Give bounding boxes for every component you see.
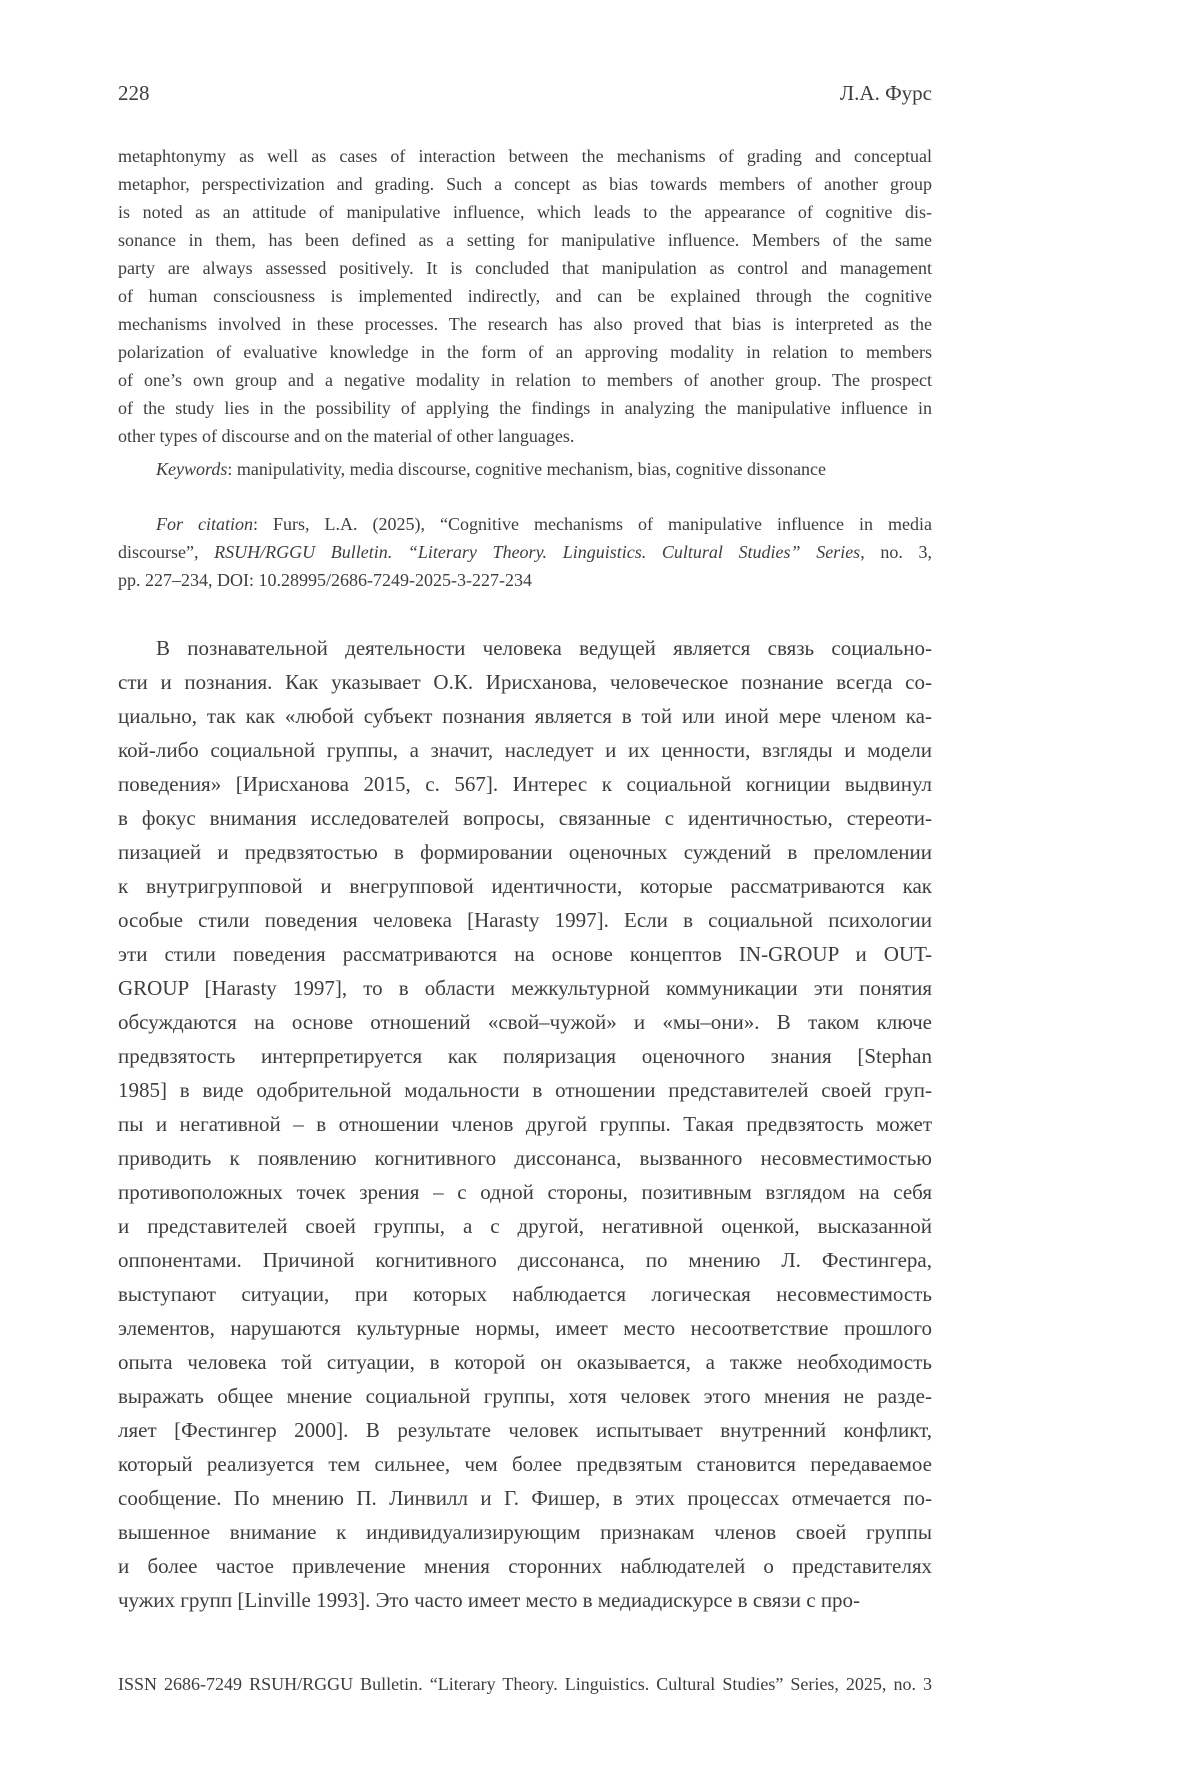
text-line bbox=[118, 538, 932, 566]
citation-paragraph bbox=[118, 510, 932, 594]
text-line: приводить к появлению когнитивного диссонанса, вызванного несовместимостью bbox=[118, 1146, 932, 1170]
text-line: сообщение. По мнению П. Линвилл и Г. Фишер, в этих процессах отмечается по- bbox=[118, 1486, 932, 1510]
text-line: GROUP [Harasty 1997], то в области межкультурной коммуникации эти понятия bbox=[118, 976, 932, 1000]
text-segment: discourse”, bbox=[118, 542, 215, 562]
text-line: В познавательной деятельности человека ведущей является связь социально- bbox=[156, 636, 932, 660]
text-line: циально, так как «любой субъект познания является в той или иной мере членом ка- bbox=[118, 704, 932, 728]
citation-section bbox=[118, 510, 932, 594]
text-line: of the study lies in the possibility of applying the findings in analyzing the manipulative influence in bbox=[118, 398, 932, 418]
text-line: пизацией и предвзятостью в формировании оценочных суждений в преломлении bbox=[118, 840, 932, 864]
text-line: выражать общее мнение социальной группы, хотя человек этого мнения не разде- bbox=[118, 1384, 932, 1408]
text-line: party are always assessed positively. It is concluded that manipulation as control and management bbox=[118, 258, 932, 278]
keywords-line bbox=[118, 455, 932, 483]
text-line: вышенное внимание к индивидуализирующим признакам членов своей группы bbox=[118, 1520, 932, 1544]
text-line: элементов, нарушаются культурные нормы, имеет место несоответствие прошлого bbox=[118, 1316, 932, 1340]
text-line: поведения» [Ирисханова 2015, с. 567]. Интерес к социальной когниции выдвинул bbox=[118, 772, 932, 796]
text-line: metaphor, perspectivization and grading. Such a concept as bias towards members of another group bbox=[118, 174, 932, 194]
text-line: кой-либо социальной группы, а значит, наследует и их ценности, взгляды и модели bbox=[118, 738, 932, 762]
text-line: metaphtonymy as well as cases of interaction between the mechanisms of grading and conceptual bbox=[118, 146, 932, 166]
text-line: mechanisms involved in these processes. The research has also proved that bias is interpreted as the bbox=[118, 314, 932, 334]
text-segment: , no. 3, bbox=[860, 542, 932, 562]
text-line: polarization of evaluative knowledge in the form of an approving modality in relation to members bbox=[118, 342, 932, 362]
text-line: и представителей своей группы, а с другой, негативной оценкой, высказанной bbox=[118, 1214, 932, 1238]
italic-text-segment: Keywords bbox=[156, 459, 228, 479]
text-line: pp. 227–234, DOI: 10.28995/2686-7249-2025-3-227-234 bbox=[118, 570, 532, 590]
text-line: противоположных точек зрения – с одной стороны, позитивным взглядом на себя bbox=[118, 1180, 932, 1204]
text-line: который реализуется тем сильнее, чем более предвзятым становится передаваемое bbox=[118, 1452, 932, 1476]
text-line: оппонентами. Причиной когнитивного диссонанса, по мнению Л. Фестингера, bbox=[118, 1248, 932, 1272]
text-line: is noted as an attitude of manipulative influence, which leads to the appearance of cognitive dis- bbox=[118, 202, 932, 222]
text-line: обсуждаются на основе отношений «свой–чужой» и «мы–они». В таком ключе bbox=[118, 1010, 932, 1034]
italic-text-segment: For citation bbox=[156, 514, 254, 534]
text-line: в фокус внимания исследователей вопросы, связанные с идентичностью, стереоти- bbox=[118, 806, 932, 830]
page-number: 228 bbox=[118, 81, 150, 105]
text-line: чужих групп [Linville 1993]. Это часто имеет место в медиадискурсе в связи с про- bbox=[118, 1588, 861, 1612]
page-footer bbox=[118, 1672, 932, 1696]
text-line: предвзятость интерпретируется как поляризация оценочного знания [Stephan bbox=[118, 1044, 932, 1068]
text-line: of human consciousness is implemented indirectly, and can be explained through the cognitive bbox=[118, 286, 932, 306]
text-line: sonance in them, has been defined as a setting for manipulative influence. Members of the same bbox=[118, 230, 932, 250]
page-header bbox=[118, 80, 932, 106]
text-line: пы и негативной – в отношении членов другой группы. Такая предвзятость может bbox=[118, 1112, 932, 1136]
footer-issn-line: ISSN 2686-7249 RSUH/RGGU Bulletin. “Literary Theory. Linguistics. Cultural Studies” Series, 2025, no. 3 bbox=[118, 1674, 932, 1694]
text-segment: : manipulativity, media discourse, cognitive mechanism, bias, cognitive dissonance bbox=[227, 459, 827, 479]
running-head-author: Л.А. Фурс bbox=[839, 81, 932, 105]
text-line: 1985] в виде одобрительной модальности в отношении представителей своей груп- bbox=[118, 1078, 932, 1102]
text-line bbox=[118, 510, 932, 538]
text-line: ляет [Фестингер 2000]. В результате человек испытывает внутренний конфликт, bbox=[118, 1418, 932, 1442]
article-body bbox=[118, 631, 932, 1617]
abstract-paragraph bbox=[118, 142, 932, 450]
abstract-section bbox=[118, 142, 932, 483]
text-line: к внутригрупповой и внегрупповой идентичности, которые рассматриваются как bbox=[118, 874, 932, 898]
text-segment: : Furs, L.A. (2025), “Cognitive mechanisms of manipulative influence in media bbox=[253, 514, 933, 534]
text-line: особые стили поведения человека [Harasty 1997]. Если в социальной психологии bbox=[118, 908, 932, 932]
text-line: other types of discourse and on the material of other languages. bbox=[118, 426, 575, 446]
text-line: опыта человека той ситуации, в которой он оказывается, а также необходимость bbox=[118, 1350, 932, 1374]
text-line: of one’s own group and a negative modality in relation to members of another group. The prospect bbox=[118, 370, 932, 390]
text-line: выступают ситуации, при которых наблюдается логическая несовместимость bbox=[118, 1282, 932, 1306]
text-line: и более частое привлечение мнения сторонних наблюдателей о представителях bbox=[118, 1554, 932, 1578]
italic-text-segment: RSUH/RGGU Bulletin. “Literary Theory. Linguistics. Cultural Studies” Series bbox=[214, 542, 861, 562]
page-content bbox=[118, 80, 932, 1617]
text-line bbox=[118, 455, 932, 483]
text-line: эти стили поведения рассматриваются на основе концептов IN-GROUP и OUT- bbox=[118, 942, 932, 966]
text-line: сти и познания. Как указывает О.К. Ирисханова, человеческое познание всегда со- bbox=[118, 670, 932, 694]
body-paragraph bbox=[118, 631, 932, 1617]
